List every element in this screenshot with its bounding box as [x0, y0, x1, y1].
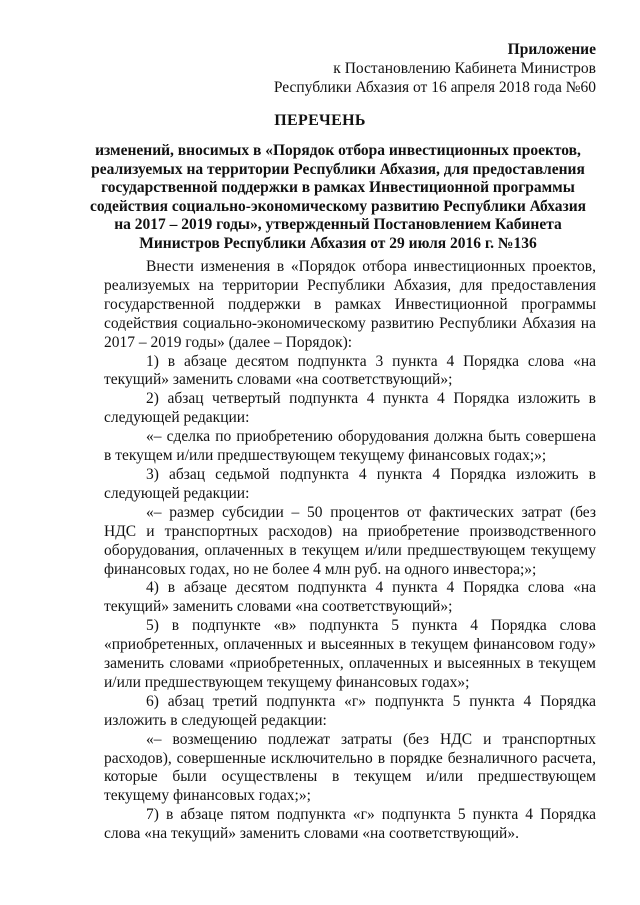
paragraph-item-3: 3) абзац седьмой подпункта 4 пункта 4 Порядка изложить в следующей редакции:	[104, 465, 596, 502]
appendix-title: Приложение	[507, 41, 596, 58]
paragraph-item-5: 5) в подпункте «в» подпункта 5 пункта 4 Порядка слова «приобретенных, оплаченных и высеянных в текущем финансовом году» заменить словами «приобретенных, оплаченных и высеянных в текущем и/или предшествующем текущему финансовых годах»;	[104, 617, 596, 691]
paragraph-item-4: 4) в абзаце десятом подпункта 4 пункта 4 Порядка слова «на текущий» заменить словами «на соответствующий»;	[104, 579, 596, 616]
paragraph-item-6: 6) абзац третий подпункта «г» подпункта 5 пункта 4 Порядка изложить в следующей редакции:	[104, 692, 596, 729]
paragraph-quote-2: «– сделка по приобретению оборудования должна быть совершена в текущем и/или предшествующем текущему финансовых годах;»;	[104, 428, 596, 465]
appendix-line-1: к Постановлению Кабинета Министров	[333, 60, 596, 77]
paragraph-item-7: 7) в абзаце пятом подпункта «г» подпункта 5 пункта 4 Порядка слова «на текущий» заменить словами «на соответствующий».	[104, 806, 596, 843]
appendix-header	[196, 40, 596, 97]
paragraph-item-2: 2) абзац четвертый подпункта 4 пункта 4 Порядка изложить в следующей редакции:	[104, 390, 596, 427]
paragraph-quote-3: «– размер субсидии – 50 процентов от фактических затрат (без НДС и транспортных расходов) на приобретение производственного оборудования, оплаченных в текущем и/или предшествующем текущему финансовых годах, но не более 4 млн руб. на одного инвестора;»;	[104, 503, 596, 578]
paragraph-intro: Внести изменения в «Порядок отбора инвестиционных проектов, реализуемых на территории Республики Абхазия, для предоставления государственной поддержки в рамках Инвестиционной программы содействия социально-экономическому развитию Республики Абхазия на 2017 – 2019 годы» (далее – Порядок):	[104, 258, 596, 351]
document-body	[104, 258, 596, 844]
appendix-line-2: Республики Абхазия от 16 апреля 2018 года №60	[273, 79, 596, 96]
document-subtitle: изменений, вносимых в «Порядок отбора инвестиционных проектов, реализуемых на территории Республики Абхазия, для предоставления государственной поддержки в рамках Инвестиционной программы содействия социально-экономическому развитию Республики Абхазия на 2017 – 2019 годы», утвержденный Постановлением Кабинета Министров Республики Абхазия от 29 июля 2016 г. №136	[89, 142, 587, 252]
paragraph-quote-6: «– возмещению подлежат затраты (без НДС и транспортных расходов), совершенные исключительно в порядке безналичного расчета, которые были осуществлены в текущем и/или предшествующем текущему финансовых годах;»;	[104, 730, 596, 805]
paragraph-item-1: 1) в абзаце десятом подпункта 3 пункта 4 Порядка слова «на текущий» заменить словами «на соответствующий»;	[104, 352, 596, 389]
document-title: ПЕРЕЧЕНЬ	[274, 112, 366, 129]
